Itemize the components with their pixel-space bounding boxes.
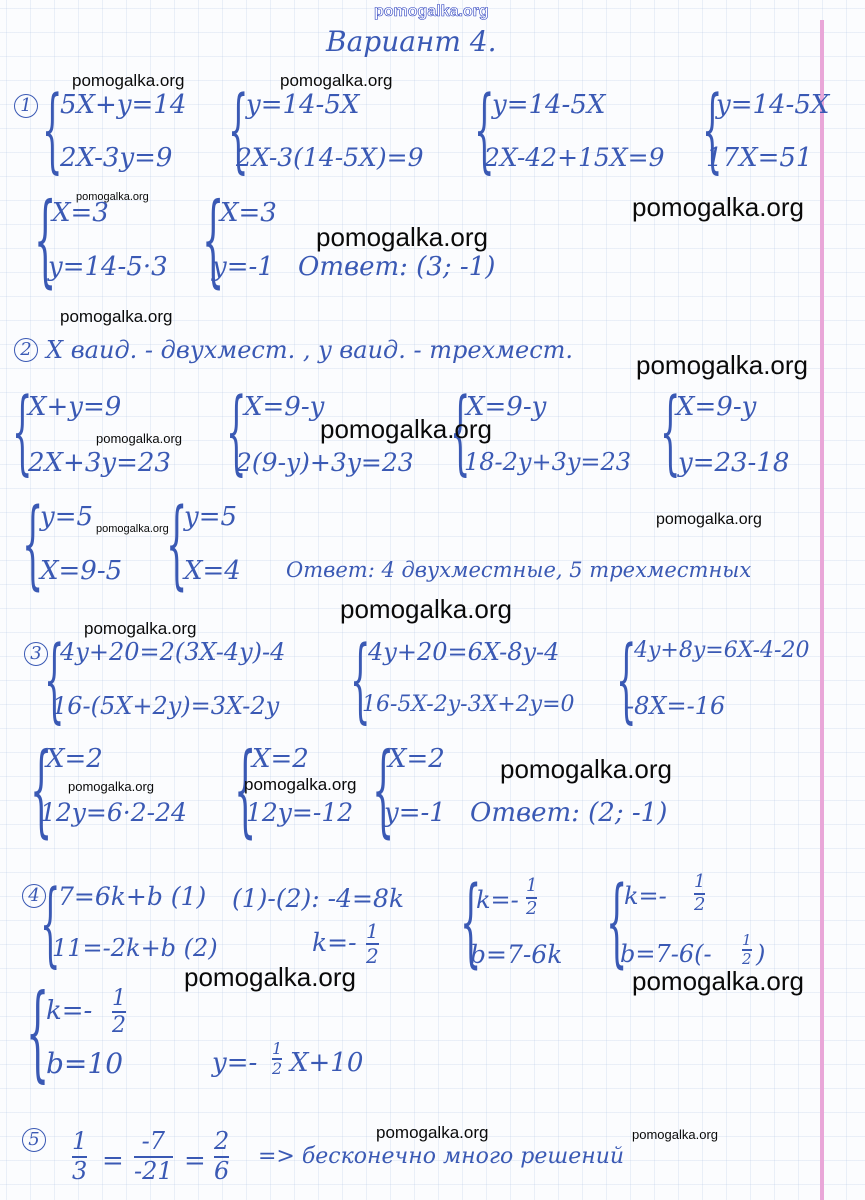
task-2-brace-5: { (22, 488, 44, 600)
task-2-answer: Ответ: 4 двухместные, 5 трехместных (286, 558, 752, 582)
task-3-step2-line2: 16-5X-2y-3X+2y=0 (362, 692, 575, 717)
task-2-step6-line1: y=5 (184, 502, 238, 532)
task-1-brace-6: { (202, 181, 225, 298)
task-1-brace-2: { (228, 76, 249, 183)
task-1-answer: Ответ: (3; -1) (298, 252, 496, 282)
task-4-step1-line2: 11=-2k+b (2) (52, 934, 218, 962)
task-2-number: 2 (14, 338, 38, 362)
task-2-step1-line2: 2X+3y=23 (28, 448, 171, 478)
task-4-step4-fraction (694, 872, 705, 915)
task-5-f1-num: 1 (72, 1127, 88, 1155)
task-5-conclusion: => бесконечно много решений (258, 1144, 625, 1169)
watermark: pomogalka.org (320, 414, 492, 444)
watermark: pomogalka.org (96, 523, 169, 535)
task-4-step5-b: b=10 (46, 1047, 124, 1080)
watermark: pomogalka.org (316, 222, 488, 252)
task-4-result-pre: y=- (212, 1048, 258, 1078)
task-3-step3-line2: -8X=-16 (626, 692, 726, 720)
task-1-step4-line1: y=14-5X (716, 90, 830, 120)
task-3-brace-4: { (30, 731, 53, 848)
task-2-step4-line1: X=9-y (676, 392, 757, 422)
task-5-f2-den: -21 (134, 1156, 173, 1185)
task-1-step2-line1: y=14-5X (246, 90, 360, 120)
task-2-step2-line2: 2(9-y)+3y=23 (236, 448, 414, 477)
task-4-k-den: 2 (366, 944, 379, 968)
task-3-step6-line2: y=-1 (384, 798, 446, 828)
task-4-number: 4 (22, 884, 46, 908)
task-3-step1-line1: 4y+20=2(3X-4y)-4 (60, 638, 286, 666)
task-4-step3-num: 1 (526, 875, 538, 896)
task-3-number: 3 (24, 642, 48, 666)
task-1-step6-line1: X=3 (220, 198, 277, 228)
task-4-step1-line1: 7=6k+b (1) (58, 882, 207, 911)
task-1-step5-line1: X=3 (52, 198, 109, 228)
task-4-brace-1: { (40, 870, 61, 977)
task-1-step3-line2: 2X-42+15X=9 (484, 143, 665, 172)
task-4-step4-den: 2 (694, 893, 706, 915)
task-5-eq-2: = (184, 1146, 206, 1176)
task-3-brace-5: { (234, 731, 257, 848)
watermark: pomogalka.org (60, 307, 173, 326)
task-3-brace-1: { (44, 626, 65, 733)
task-5-fraction-3 (214, 1128, 229, 1185)
task-3-step4-line2: 12y=6·2-24 (40, 798, 187, 827)
task-1-step5-line2: y=14-5·3 (48, 252, 168, 282)
task-2-step4-line2: y=23-18 (678, 448, 790, 478)
watermark: pomogalka.org (340, 594, 512, 624)
task-3-brace-2: { (350, 626, 371, 733)
task-2-brace-2: { (226, 378, 247, 485)
task-4-step3-den: 2 (526, 897, 538, 919)
task-4-result-fraction (272, 1040, 282, 1079)
task-2-step5-line2: X=9-5 (40, 556, 123, 586)
task-1-brace-5: { (34, 181, 57, 298)
task-2-step3-line2: 18-2y+3y=23 (464, 448, 632, 476)
task-4-step4-b: b=7-6(- (620, 940, 712, 968)
task-2-step3-line1: X=9-y (466, 392, 547, 422)
watermark: pomogalka.org (72, 71, 185, 90)
task-3-step2-line1: 4y+20=6X-8y-4 (368, 638, 560, 666)
task-2-step6-line2: X=4 (184, 556, 241, 586)
task-2-brace-6: { (166, 488, 188, 600)
watermark: pomogalka.org (184, 962, 356, 992)
task-4-result-post: X+10 (290, 1048, 364, 1078)
task-4-step3-fraction (526, 876, 537, 919)
task-1-step1-line1: 5X+y=14 (60, 90, 187, 120)
task-3-step6-line1: X=2 (388, 744, 445, 774)
task-4-step4-b-den: 2 (742, 950, 752, 969)
task-2-step1-line1: X+y=9 (28, 392, 122, 422)
task-4-brace-5: { (26, 971, 50, 1093)
watermark: pomogalka.org (632, 966, 804, 996)
task-3-answer: Ответ: (2; -1) (470, 798, 668, 828)
task-4-brace-3: { (460, 866, 482, 978)
page-margin-line (820, 20, 824, 1200)
task-3-step5-line2: 12y=-12 (246, 798, 354, 827)
task-3-step4-line1: X=2 (46, 744, 103, 774)
task-5-fraction-1 (72, 1128, 87, 1185)
task-2-step2-line1: X=9-y (244, 392, 325, 422)
task-5-f3-den: 6 (214, 1156, 230, 1185)
watermark: pomogalka.org (68, 779, 154, 794)
watermark: pomogalka.org (76, 191, 149, 203)
task-4-step5-fraction (112, 986, 126, 1039)
watermark: pomogalka.org (280, 71, 393, 90)
task-3-step5-line1: X=2 (252, 744, 309, 774)
task-4-k-fraction (366, 920, 379, 968)
task-4-subtract: (1)-(2): -4=8k (232, 884, 404, 913)
task-1-step2-line2: 2X-3(14-5X)=9 (236, 143, 424, 172)
watermark: pomogalka.org (500, 754, 672, 784)
task-2-brace-3: { (450, 378, 471, 485)
task-1-step3-line1: y=14-5X (492, 90, 606, 120)
task-3-step3-line1: 4y+8y=6X-4-20 (634, 638, 810, 663)
task-5-f2-num: -7 (141, 1127, 166, 1155)
page-title: Вариант 4. (326, 25, 497, 58)
task-4-step5-num: 1 (112, 986, 126, 1011)
watermark: pomogalka.org (84, 619, 197, 638)
task-4-k-label: k=- (312, 928, 357, 957)
task-1-brace-3: { (474, 76, 495, 183)
task-2-brace-1: { (12, 378, 33, 485)
task-4-step4-b-fraction (742, 932, 752, 969)
task-1-number: 1 (14, 94, 38, 118)
watermark: pomogalka.org (656, 511, 762, 528)
watermark: pomogalka.org (244, 775, 357, 794)
task-1-step6-line2: y=-1 (212, 252, 274, 282)
watermark: pomogalka.org (632, 192, 804, 222)
task-4-step4-b-num: 1 (742, 931, 752, 949)
task-4-k-num: 1 (366, 919, 379, 943)
task-5-fraction-2 (134, 1128, 173, 1185)
watermark: pomogalka.org (96, 431, 182, 446)
task-4-step3-b: b=7-6k (470, 940, 563, 969)
task-4-step5-den: 2 (112, 1013, 126, 1039)
task-5-number: 5 (22, 1128, 46, 1152)
task-4-step4-k: k=- (624, 882, 667, 910)
watermark: pomogalka.org (632, 1127, 718, 1142)
task-3-brace-6: { (372, 731, 395, 848)
task-5-f1-den: 3 (72, 1156, 88, 1185)
task-1-step4-line2: 17X=51 (706, 143, 813, 173)
task-4-result-num: 1 (272, 1039, 283, 1058)
task-2-step5-line1: y=5 (40, 502, 94, 532)
task-4-step4-num: 1 (694, 871, 706, 892)
task-4-brace-4: { (606, 866, 628, 978)
task-1-brace-1: { (42, 76, 63, 183)
task-4-step3-k: k=- (476, 886, 519, 914)
task-5-eq-1: = (102, 1146, 124, 1176)
task-2-brace-4: { (660, 378, 681, 485)
task-3-brace-3: { (616, 626, 637, 733)
watermark: pomogalka.org (376, 1123, 489, 1142)
task-1-step1-line2: 2X-3y=9 (60, 143, 173, 173)
task-3-step1-line2: 16-(5X+2y)=3X-2y (52, 692, 280, 720)
task-1-brace-4: { (702, 76, 723, 183)
watermark: pomogalka.org (636, 350, 808, 380)
task-2-intro: X ваид. - двухмест. , y ваид. - трехмест. (46, 336, 574, 364)
task-4-step5-k: k=- (46, 996, 93, 1026)
top-watermark: pomogalka.org (374, 3, 489, 20)
task-5-f3-num: 2 (214, 1127, 230, 1155)
task-4-result-den: 2 (272, 1059, 283, 1079)
task-4-step4-b-end: ) (756, 940, 766, 968)
